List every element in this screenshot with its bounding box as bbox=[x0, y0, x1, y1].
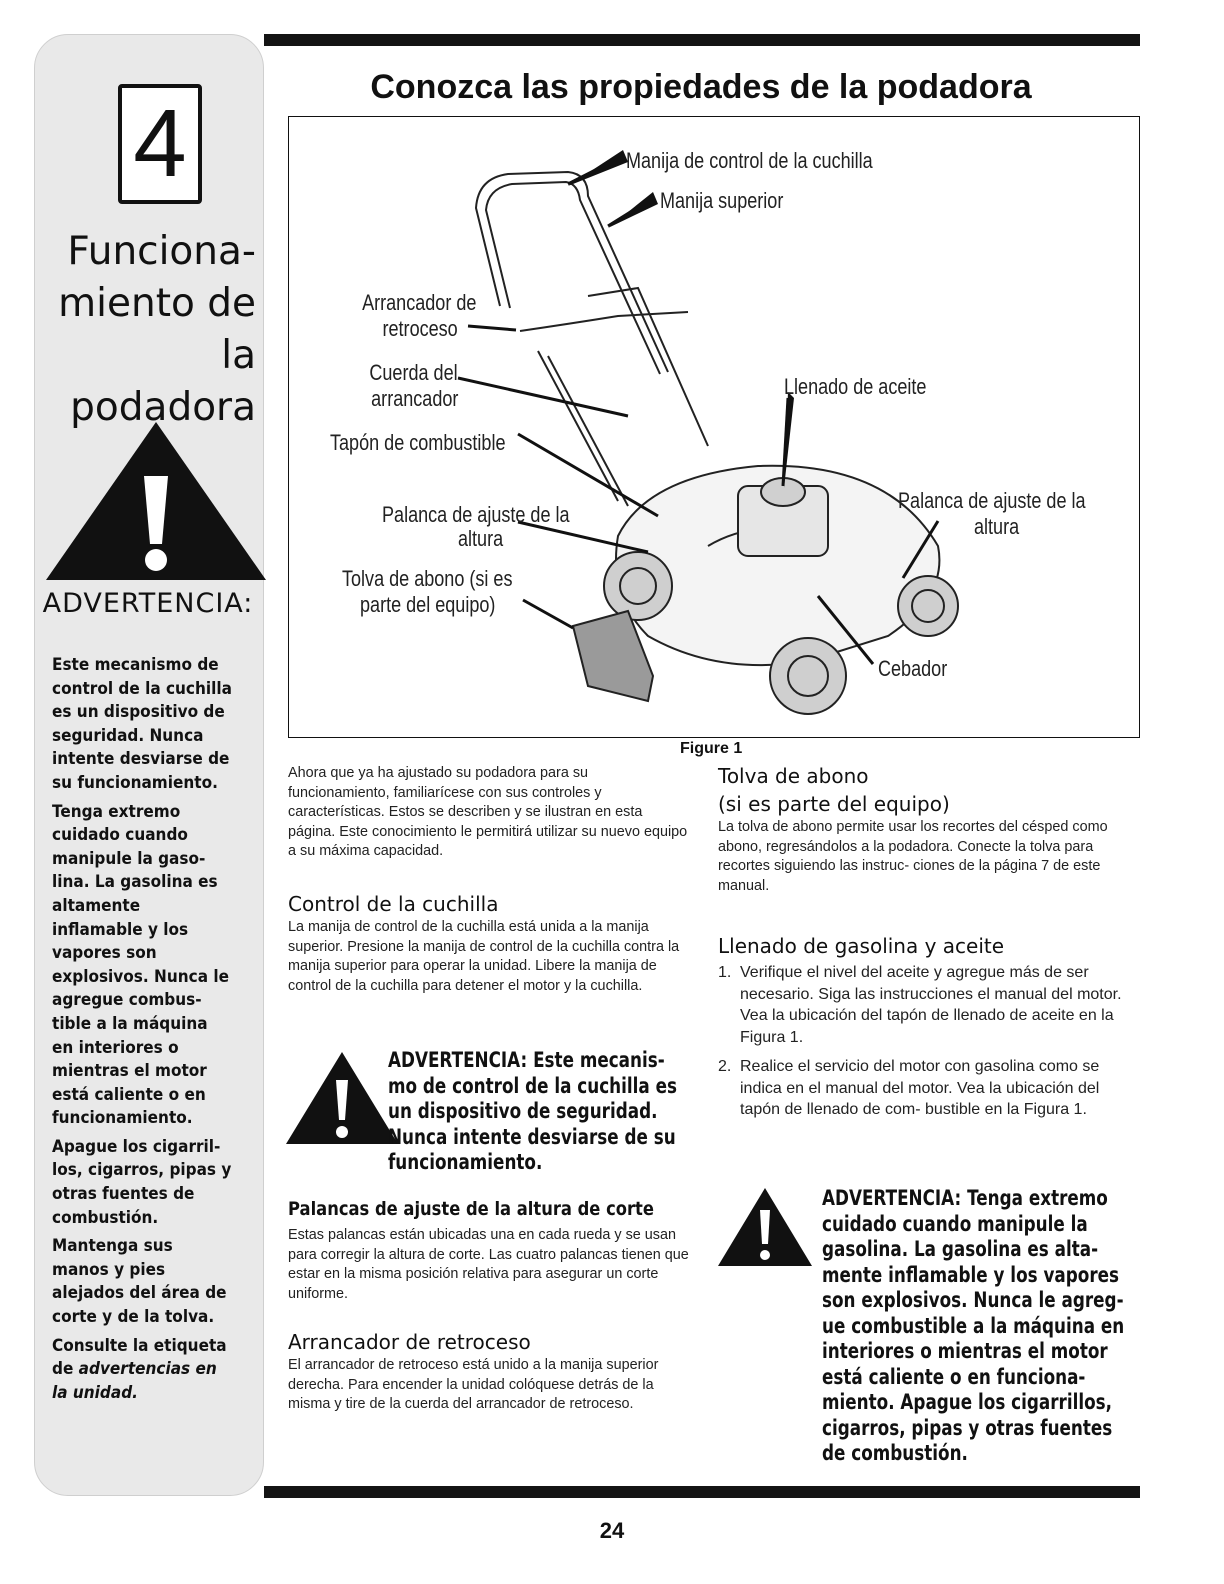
label-starter-rope-2: arrancador bbox=[370, 386, 458, 411]
label-primer: Cebador bbox=[878, 656, 948, 681]
label-recoil-starter-1: Arrancador de bbox=[361, 290, 476, 315]
sidebar-paragraph: Este mecanismo de control de la cuchilla es un dispositivo de seguridad. Nunca intente desviarse de su funcionamiento. bbox=[52, 655, 232, 793]
top-rule bbox=[264, 34, 1140, 46]
sidebar-warning-text bbox=[52, 654, 232, 1410]
page-number: 24 bbox=[599, 1518, 625, 1543]
mulch-hopper-heading-1: Tolva de abono bbox=[718, 764, 869, 788]
label-upper-handle: Manija superior bbox=[660, 188, 784, 213]
consult-italic: advertencias en la unidad. bbox=[52, 1359, 217, 1403]
consult-text: Consulte la etiqueta de bbox=[52, 1335, 227, 1380]
recoil-starter-text: El arrancador de retroceso está unido a la manija superior derecha. Para encender la unidad colóquese detrás de la misma y tire de la cuerda del arrancador de retroceso. bbox=[288, 1357, 659, 1412]
label-height-lever-left-1: Palanca de ajuste de la bbox=[382, 502, 570, 527]
height-levers-heading: Palancas de ajuste de la altura de corte bbox=[288, 1198, 654, 1220]
blade-control-text: La manija de control de la cuchilla está unida a la manija superior. Presione la manija de control de la cuchilla contra la manija superior para operar la unidad. Libere la manija de control de la cuchilla para detener el motor y la cuchilla. bbox=[288, 919, 680, 994]
fill-steps bbox=[718, 962, 1138, 1129]
label-mulch-hopper-2: parte del equipo) bbox=[360, 592, 496, 617]
step-number: 2. bbox=[718, 1058, 732, 1075]
sidebar-title bbox=[34, 226, 262, 434]
list-item bbox=[718, 1056, 1138, 1121]
blade-warning-text: ADVERTENCIA: Este mecanis- mo de control de la cuchilla es un dispositivo de seguridad. Nunca intente desviarse de su funcionamiento. bbox=[388, 1048, 677, 1174]
step-text: Realice el servicio del motor con gasolina como se indica en el manual del motor. Vea la ubicación del tapón de llenado de com- bustible en la Figura 1. bbox=[740, 1058, 1100, 1118]
sidebar-consult bbox=[52, 1335, 232, 1406]
blade-control-heading: Control de la cuchilla bbox=[288, 892, 499, 916]
sidebar-warning-heading: ADVERTENCIA: bbox=[42, 588, 254, 619]
page-title: Conozca las propiedades de la podadora bbox=[370, 68, 1032, 106]
label-height-lever-right-1: Palanca de ajuste de la bbox=[898, 488, 1086, 513]
chapter-number: 4 bbox=[118, 84, 202, 204]
sidebar-paragraph: Apague los cigarril- los, cigarros, pipas y otras fuentes de combustión. bbox=[52, 1136, 232, 1228]
label-blade-control-handle: Manija de control de la cuchilla bbox=[626, 148, 873, 173]
label-fuel-cap: Tapón de combustible bbox=[330, 430, 506, 455]
sidebar-title-line: Funciona- bbox=[67, 229, 256, 274]
step-text: Verifique el nivel del aceite y agregue más de ser necesario. Siga las instrucciones el manual del motor. Vea la ubicación del tapón de llenado de aceite en la Figura 1. bbox=[740, 964, 1122, 1046]
sidebar-paragraph: Tenga extremo cuidado cuando manipule la gaso- lina. La gasolina es altamente inflamable y los vapores son explosivos. Nunca le agregue combus- tible a la máquina en interiores o mientras el motor está caliente o en funcionamiento. bbox=[52, 801, 229, 1129]
sidebar-paragraph: Mantenga sus manos y pies alejados del área de corte y de la tolva. bbox=[52, 1236, 227, 1328]
warning-triangle-icon bbox=[716, 1186, 814, 1268]
mulch-hopper-heading-2: (si es parte del equipo) bbox=[718, 792, 950, 816]
label-mulch-hopper-1: Tolva de abono (si es bbox=[342, 566, 513, 591]
label-height-lever-right-2: altura bbox=[974, 514, 1020, 539]
intro-paragraph: Ahora que ya ha ajustado su podadora para su funcionamiento, familiarícese con sus controles y características. Estos se describen y se ilustran en esta página. Este conocimiento le permitirá utilizar su nuevo equipo a su máxima capacidad. bbox=[288, 765, 688, 859]
gasoline-warning-text: ADVERTENCIA: Tenga extremo cuidado cuando manipule la gasolina. La gasolina es alta- mente inflamable y los vapores son explosivos. Nunca le agreg- ue combustible a la máquina en interiores o mientras el motor está caliente o en funciona- miento. Apague los cigarrillos, cigarros, pipas y otras fuentes de combustión. bbox=[822, 1186, 1125, 1465]
label-recoil-starter-2: retroceso bbox=[382, 316, 458, 341]
sidebar-title-line: la podadora bbox=[70, 333, 256, 430]
label-oil-fill: Llenado de aceite bbox=[784, 374, 927, 399]
label-starter-rope-1: Cuerda del bbox=[369, 360, 458, 385]
mulch-hopper-text: La tolva de abono permite usar los recortes del césped como abono, regresándolos a la podadora. Conecte la tolva para recortes siguiendo las instruc- ciones de la página 7 de este manual. bbox=[718, 819, 1108, 894]
warning-triangle-icon bbox=[44, 418, 268, 582]
height-levers-text: Estas palancas están ubicadas una en cada rueda y se usan para corregir la altura de corte. Las cuatro palancas tienen que estar en la misma posición relativa para asegurar un corte uniforme. bbox=[288, 1227, 689, 1302]
label-height-lever-left-2: altura bbox=[458, 526, 504, 551]
step-number: 1. bbox=[718, 964, 732, 981]
figure-caption: Figure 1 bbox=[680, 740, 743, 757]
sidebar-title-line: miento de bbox=[58, 281, 256, 326]
list-item bbox=[718, 962, 1138, 1048]
warning-triangle-icon bbox=[284, 1050, 400, 1146]
recoil-starter-heading: Arrancador de retroceso bbox=[288, 1330, 531, 1354]
fill-heading: Llenado de gasolina y aceite bbox=[718, 934, 1005, 958]
bottom-rule bbox=[264, 1486, 1140, 1498]
